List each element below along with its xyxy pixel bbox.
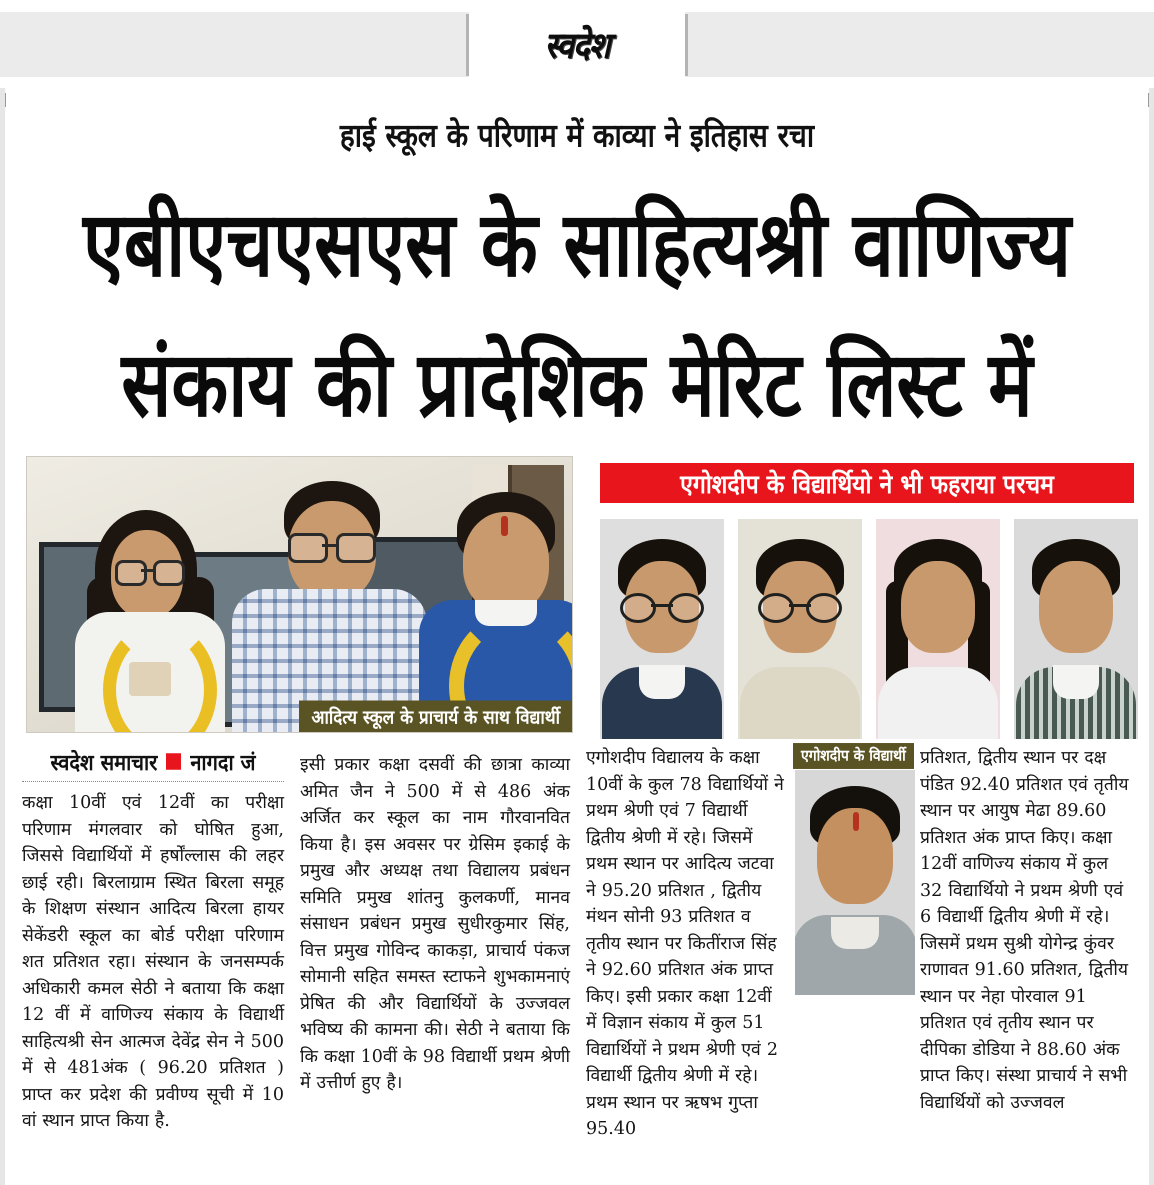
byline-square-icon: [166, 753, 181, 770]
body-column-1: [22, 790, 284, 1135]
red-banner-text: एगोशदीप के विद्यार्थियो ने भी फहराया परचम: [680, 470, 1054, 500]
principal-figure: [232, 467, 427, 732]
body-column-4: [920, 745, 1134, 1116]
topper-photo-4: [1014, 519, 1138, 739]
topper4-head: [1039, 561, 1113, 653]
main-headline-line1: एबीएचएसएस के साहित्यश्री वाणिज्य: [82, 192, 1072, 298]
boy-tilak-mark: [501, 516, 508, 536]
topper1-glasses-icon: [620, 593, 704, 619]
byline-divider: [22, 781, 284, 782]
body-text-1: कक्षा 10वीं एवं 12वीं का परीक्षा परिणाम मंगलवार को घोषित हुआ, जिससे विद्यार्थियों में हर्षोंल्लास की लहर छाई रही। बिरलाग्राम स्थित बिरला समूह के शिक्षण संस्थान आदित्य बिरला हायर सेकेंडरी स्कूल का बोर्ड परीक्षा परिणाम शत प्रतिशत रहा। संस्थान के जनसम्पर्क अधिकारी कमल सेठी ने बताया कि कक्षा 12 वीं में वाणिज्य संकाय के विद्यार्थी साहित्यश्री सेन आत्मज देवेंद्र सेन ने 500 में से 481अंक ( 96.20 प्रतिशत ) प्राप्त कर प्रदेश की प्रवीण्य सूची में 10 वां स्थान प्राप्त किया है.: [22, 793, 284, 1131]
main-headline-line2: संकाय की प्रादेशिक मेरिट लिस्ट में: [121, 332, 1033, 438]
masthead-right-fill: [688, 12, 1154, 77]
topper2-torso: [740, 667, 860, 739]
solo-photo-caption: एगोशदीप के विद्यार्थी: [793, 743, 914, 769]
masthead-logo: स्वदेश: [544, 23, 610, 67]
topper3-torso: [878, 667, 998, 739]
solo-collar: [831, 917, 879, 949]
main-photo-caption: आदित्य स्कूल के प्राचार्य के साथ विद्यार्थी: [299, 701, 572, 734]
topper4-collar: [1053, 665, 1099, 699]
solo-topper-photo: [795, 770, 915, 995]
masthead-plate: [469, 12, 685, 77]
topper-photo-3: [876, 519, 1000, 739]
topper1-collar: [639, 665, 685, 699]
body-column-2: [300, 752, 570, 1097]
masthead-left-fill: [0, 12, 466, 77]
topper-photo-1: [600, 519, 724, 739]
red-section-banner: [600, 463, 1134, 503]
student-girl-figure: [67, 482, 232, 732]
solo-tilak-mark: [853, 812, 859, 831]
main-group-photo: [26, 456, 573, 733]
body-column-3: [586, 745, 786, 1143]
topper2-glasses-icon: [758, 593, 842, 619]
body-text-4: प्रतिशत, द्वितीय स्थान पर दक्ष पंडित 92.40 प्रतिशत एवं तृतीय स्थान पर आयुष मेढा 89.60 प्रतिशत अंक प्राप्त किए। कक्षा 12वीं वाणिज्य संकाय में कुल 32 विद्यार्थियो ने प्रथम श्रेणी एवं 6 विद्यार्थी द्वितीय श्रेणी में रहे। जिसमें प्रथम सुश्री योगेन्द्र कुंवर राणावत 91.60 प्रतिशत, द्वितीय स्थान पर नेहा पोरवाल 91 प्रतिशत एवं तृतीय स्थान पर दीपिका डोडिया ने 88.60 अंक प्राप्त किए। संस्था प्राचार्य ने सभी विद्यार्थियों को उज्जवल: [920, 748, 1129, 1113]
byline-place: नागदा जं: [190, 748, 256, 776]
body-text-3: एगोशदीप विद्यालय के कक्षा 10वीं के कुल 78 विद्यार्थियों ने प्रथम श्रेणी एवं 7 विद्यार्थी द्वितीय श्रेणी में रहे। जिसमें प्रथम स्थान पर आदित्य जटवा ने 95.20 प्रतिशत , द्वितीय मंथन सोनी 93 प्रतिशत व तृतीय स्थान पर कितींराज सिंह ने 92.60 प्रतिशत अंक प्राप्त किए। इसी प्रकार कक्षा 12वीं में विज्ञान संकाय में कुल 51 विद्यार्थियों ने प्रथम श्रेणी एवं 2 विद्यार्थी द्वितीय श्रेणी में रहे। प्रथम स्थान पर ऋषभ गुप्ता 95.40: [586, 748, 784, 1139]
topper3-head: [901, 561, 975, 653]
topper-photo-row: [600, 519, 1134, 739]
student-boy-figure: [417, 474, 573, 732]
kicker-headline: हाई स्कूल के परिणाम में काव्या ने इतिहास रचा: [339, 116, 815, 155]
topper-photo-2: [738, 519, 862, 739]
byline: [22, 748, 284, 775]
masthead-bar: [0, 12, 1154, 77]
byline-inner: [51, 747, 256, 777]
body-text-2: इसी प्रकार कक्षा दसवीं की छात्रा काव्या अमित जैन ने 500 में से 486 अंक अर्जित कर स्कूल का नाम गौरवानवित किया है। इस अवसर पर ग्रेसिम इकाई के प्रमुख और अध्यक्ष तथा विद्यालय प्रबंधन समिति प्रमुख शांतनु कुलकर्णी, मानव संसाधन प्रबंधन प्रमुख सुधीरकुमार सिंह, वित्त प्रमुख गोविन्द काकड़ा, प्राचार्य पंकज सोमानी सहित समस्त स्टाफने शुभकामनाएं प्रेषित की और विद्यार्थियों के उज्जवल भविष्य की कामना की। सेठी ने बताया कि कि कक्षा 10वीं के 98 विद्यार्थी प्रथम श्रेणी में उत्तीर्ण हुए है।: [300, 755, 570, 1093]
byline-source: स्वदेश समाचार: [50, 748, 158, 776]
